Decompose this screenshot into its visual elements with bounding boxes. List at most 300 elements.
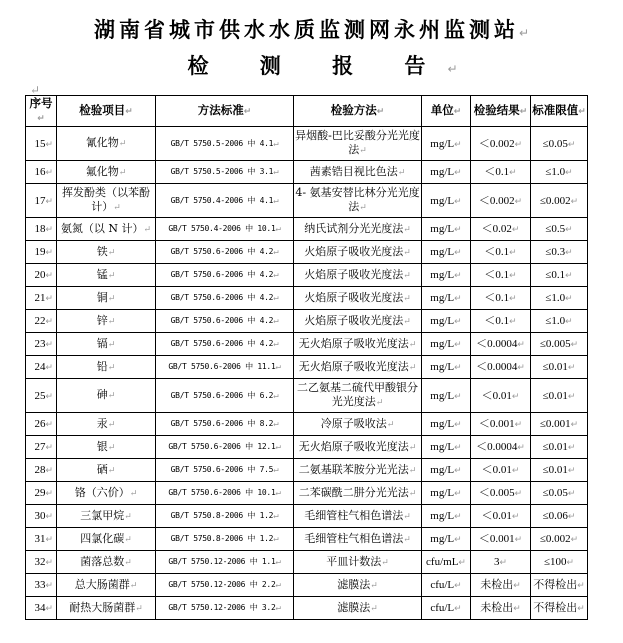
- paragraph-mark-icon: ↵: [403, 293, 411, 304]
- cell-text: GB/T 5750.4-2006 中 10.1: [168, 224, 276, 233]
- paragraph-mark-icon: ↵: [577, 603, 585, 613]
- paragraph-mark-icon: ↵: [273, 138, 279, 149]
- table-cell-result: [471, 287, 531, 310]
- table-cell-no: [26, 551, 57, 574]
- table-cell-method: [294, 505, 422, 528]
- table-cell-no: [26, 356, 57, 379]
- cell-text: ＜0.0004: [476, 361, 518, 373]
- cell-text: 滤膜法: [337, 600, 371, 614]
- cell-text: GB/T 5750.6-2006 中 11.1: [168, 362, 276, 371]
- paragraph-mark-icon: ↵: [567, 488, 576, 498]
- paragraph-mark-icon: ↵: [273, 419, 279, 429]
- paragraph-mark-icon: ↵: [45, 195, 53, 206]
- cell-text: ≤0.01: [542, 441, 568, 453]
- paragraph-mark-icon: ↵: [408, 339, 417, 350]
- paragraph-mark-icon: ↵: [118, 139, 127, 149]
- table-cell-unit: [422, 413, 471, 436]
- cell-text: ＜0.1: [484, 269, 510, 281]
- paragraph-mark-icon: ↵: [45, 465, 53, 475]
- cell-text: mg/L: [430, 441, 455, 453]
- table-cell-no: [26, 161, 57, 184]
- table-cell-std: [156, 597, 294, 620]
- paragraph-mark-icon: ↵: [45, 138, 53, 149]
- paragraph-mark-icon: ↵: [565, 316, 573, 326]
- paragraph-mark-icon: ↵: [454, 195, 462, 206]
- cell-text: 33: [34, 579, 46, 591]
- table-row: [26, 379, 588, 413]
- paragraph-mark-icon: ↵: [45, 442, 53, 452]
- cell-text: cfu/mL: [426, 556, 459, 568]
- table-cell-unit: [422, 482, 471, 505]
- paragraph-mark-icon: ↵: [113, 203, 121, 213]
- table-cell-std: [156, 528, 294, 551]
- paragraph-mark-icon: ↵: [511, 224, 520, 234]
- paragraph-mark-icon: ↵: [273, 247, 279, 257]
- table-cell-limit: [531, 413, 588, 436]
- paragraph-mark-icon: ↵: [517, 362, 525, 372]
- table-row: [26, 218, 588, 241]
- cell-text: 22: [34, 315, 46, 327]
- table-cell-no: [26, 264, 57, 287]
- cell-text: ≤100: [543, 556, 567, 568]
- paragraph-mark-icon: ↵: [403, 511, 411, 522]
- paragraph-mark-icon: ↵: [124, 557, 132, 568]
- cell-text: GB/T 5750.6-2006 中 4.2: [170, 247, 274, 256]
- table-cell-item: [57, 264, 156, 287]
- cell-text: ≤1.0: [545, 315, 566, 327]
- cell-text: GB/T 5750.6-2006 中 12.1: [168, 442, 276, 451]
- table-cell-item: [57, 574, 156, 597]
- cell-text: ＜0.01: [481, 389, 512, 402]
- paragraph-mark-icon: ↵: [107, 316, 116, 327]
- table-cell-item: [57, 218, 156, 241]
- paragraph-mark-icon: ↵: [517, 339, 525, 349]
- cell-text: 异烟酸-巴比妥酸分光光度法: [295, 129, 420, 156]
- cell-text: ≤0.002: [539, 194, 571, 207]
- cell-text: GB/T 5750.4-2006 中 4.1: [170, 195, 274, 205]
- table-cell-result: [471, 459, 531, 482]
- table-cell-method: [294, 482, 422, 505]
- paragraph-mark-icon: ↵: [143, 224, 152, 235]
- cell-text: ≤0.01: [542, 361, 568, 373]
- table-row: [26, 436, 588, 459]
- table-row: [26, 413, 588, 436]
- paragraph-mark-icon: ↵: [454, 511, 462, 521]
- table-cell-item: [57, 551, 156, 574]
- cell-text: 24: [34, 361, 46, 373]
- table-cell-method: [294, 161, 422, 184]
- cell-text: GB/T 5750.6-2006 中 7.5: [170, 465, 274, 474]
- cell-text: mg/L: [430, 338, 455, 350]
- cell-text: 26: [34, 418, 46, 430]
- table-cell-result: [471, 379, 531, 413]
- table-cell-std: [156, 127, 294, 161]
- table-cell-result: [471, 482, 531, 505]
- table-cell-result: [471, 241, 531, 264]
- paragraph-mark-icon: ↵: [454, 339, 462, 349]
- table-cell-result: [471, 127, 531, 161]
- table-cell-std: [156, 287, 294, 310]
- table-cell-std: [156, 413, 294, 436]
- cell-text: 铁: [96, 244, 108, 258]
- paragraph-mark-icon: ↵: [45, 293, 53, 303]
- table-cell-std: [156, 356, 294, 379]
- cell-text: 二乙氨基二硫代甲酸银分光光度法: [297, 381, 418, 408]
- column-header: 标准限值↵: [531, 96, 588, 127]
- table-cell-method: [294, 287, 422, 310]
- paragraph-mark-icon: ↵: [567, 390, 576, 401]
- table-cell-method: [294, 356, 422, 379]
- cell-text: GB/T 5750.8-2006 中 1.2: [170, 511, 274, 520]
- cell-text: 31: [34, 533, 46, 545]
- cell-text: ≤0.05: [542, 487, 568, 499]
- table-cell-limit: [531, 528, 588, 551]
- table-cell-result: [471, 528, 531, 551]
- paragraph-mark-icon: ↵: [454, 316, 462, 326]
- paragraph-mark-icon: ↵: [273, 316, 279, 326]
- paragraph-mark-icon: ↵: [45, 362, 53, 372]
- table-row: [26, 241, 588, 264]
- cell-text: ＜0.1: [484, 315, 510, 327]
- table-cell-unit: [422, 333, 471, 356]
- cell-text: GB/T 5750.12-2006 中 3.2: [168, 603, 276, 612]
- cell-text: 毛细管柱气相色谱法: [304, 508, 404, 522]
- cell-text: GB/T 5750.6-2006 中 8.2: [170, 419, 274, 428]
- table-cell-method: [294, 597, 422, 620]
- cell-text: ≤1.0: [545, 292, 566, 304]
- table-cell-method: [294, 379, 422, 413]
- cell-text: 硒: [96, 462, 108, 476]
- cell-text: mg/L: [430, 464, 455, 476]
- paragraph-mark-icon: ↵: [408, 442, 417, 453]
- cell-text: 21: [34, 292, 46, 304]
- table-cell-no: [26, 482, 57, 505]
- cell-text: mg/L: [430, 269, 455, 281]
- paragraph-mark-icon: ↵: [397, 167, 406, 178]
- cell-text: ＜0.001: [478, 418, 515, 430]
- table-cell-limit: [531, 574, 588, 597]
- table-row: [26, 505, 588, 528]
- cell-text: 铅: [96, 359, 108, 373]
- table-cell-item: [57, 310, 156, 333]
- table-cell-unit: [422, 184, 471, 218]
- paragraph-mark-icon: ↵: [45, 580, 53, 590]
- table-cell-limit: [531, 505, 588, 528]
- paragraph-mark-icon: ↵: [273, 167, 279, 177]
- table-cell-no: [26, 333, 57, 356]
- cell-text: 23: [34, 338, 46, 350]
- table-cell-method: [294, 528, 422, 551]
- table-cell-unit: [422, 356, 471, 379]
- cell-text: 18: [34, 223, 46, 235]
- paragraph-mark-icon: ↵: [107, 270, 116, 281]
- paragraph-mark-icon: ↵: [454, 580, 462, 590]
- paragraph-mark-icon: ↵: [570, 534, 579, 544]
- table-cell-no: [26, 574, 57, 597]
- cell-text: 不得检出: [533, 579, 578, 591]
- cell-text: GB/T 5750.6-2006 中 10.1: [168, 488, 276, 497]
- cell-text: 总大肠菌群: [74, 577, 130, 591]
- cell-text: 不得检出: [533, 602, 578, 614]
- table-cell-item: [57, 379, 156, 413]
- cell-text: 铜: [96, 290, 108, 304]
- table-cell-method: [294, 184, 422, 218]
- table-cell-unit: [422, 436, 471, 459]
- paragraph-mark-icon: ↵: [454, 603, 462, 613]
- table-cell-no: [26, 287, 57, 310]
- paragraph-mark-icon: ↵: [570, 419, 579, 429]
- paragraph-mark-icon: ↵: [273, 465, 279, 475]
- paragraph-mark-icon: ↵: [45, 488, 53, 498]
- cell-text: ＜0.1: [484, 166, 510, 178]
- paragraph-mark-icon: ↵: [107, 362, 116, 373]
- paragraph-mark-icon: ↵: [135, 603, 143, 614]
- cell-text: 28: [34, 464, 46, 476]
- paragraph-mark-icon: ↵: [454, 442, 462, 452]
- table-cell-limit: [531, 310, 588, 333]
- table-cell-method: [294, 333, 422, 356]
- table-cell-std: [156, 551, 294, 574]
- table-cell-method: [294, 218, 422, 241]
- table-cell-limit: [531, 161, 588, 184]
- cell-text: mg/L: [430, 389, 455, 402]
- cell-text: 平皿计数法: [326, 554, 382, 568]
- cell-text: mg/L: [430, 194, 455, 207]
- table-cell-std: [156, 505, 294, 528]
- cell-text: 火焰原子吸收光度法: [304, 313, 404, 327]
- cell-text: 29: [34, 487, 46, 499]
- table-cell-result: [471, 574, 531, 597]
- cell-text: 30: [34, 510, 46, 522]
- table-header-row: [26, 96, 588, 127]
- paragraph-mark-icon: ↵: [45, 603, 53, 613]
- cell-text: 毛细管柱气相色谱法: [304, 531, 404, 545]
- table-cell-limit: [531, 218, 588, 241]
- table-cell-result: [471, 161, 531, 184]
- cell-text: ＜0.001: [478, 533, 515, 545]
- paragraph-mark-icon: ↵: [45, 247, 53, 257]
- paragraph-mark-icon: ↵: [107, 247, 116, 258]
- table-cell-item: [57, 356, 156, 379]
- paragraph-mark-icon: ↵: [370, 603, 378, 614]
- cell-text: 茜素锆目视比色法: [309, 164, 398, 178]
- cell-text: 银: [96, 439, 108, 453]
- table-cell-std: [156, 482, 294, 505]
- table-cell-limit: [531, 127, 588, 161]
- cell-text: GB/T 5750.5-2006 中 4.1: [170, 138, 274, 148]
- paragraph-mark-icon: ↵: [454, 138, 462, 149]
- paragraph-mark-icon: ↵: [454, 362, 462, 372]
- paragraph-mark-icon: ↵: [273, 195, 279, 206]
- table-cell-std: [156, 241, 294, 264]
- table-cell-limit: [531, 482, 588, 505]
- cell-text: 15: [34, 137, 46, 150]
- cell-text: ≤0.06: [542, 510, 568, 522]
- paragraph-mark-icon: ↵: [514, 419, 523, 429]
- table-cell-method: [294, 551, 422, 574]
- paragraph-mark-icon: ↵: [359, 146, 367, 156]
- cell-text: 火焰原子吸收光度法: [304, 267, 404, 281]
- table-cell-unit: [422, 218, 471, 241]
- table-cell-item: [57, 597, 156, 620]
- cell-text: 无火焰原子吸收光度法: [298, 359, 409, 373]
- table-cell-method: [294, 310, 422, 333]
- table-body: [26, 127, 588, 620]
- table-cell-unit: [422, 597, 471, 620]
- table-cell-limit: [531, 597, 588, 620]
- table-row: [26, 310, 588, 333]
- cell-text: 未检出: [480, 579, 514, 591]
- cell-text: GB/T 5750.6-2006 中 6.2: [170, 390, 274, 400]
- table-cell-std: [156, 436, 294, 459]
- paragraph-mark-icon: ↵: [454, 419, 462, 429]
- table-cell-no: [26, 379, 57, 413]
- table-cell-item: [57, 436, 156, 459]
- paragraph-mark-icon: ↵: [45, 270, 53, 280]
- table-row: [26, 333, 588, 356]
- paragraph-mark-icon: ↵: [570, 195, 579, 206]
- cell-text: ＜0.005: [478, 487, 515, 499]
- paragraph-mark-icon: ↵: [273, 534, 279, 544]
- table-cell-item: [57, 241, 156, 264]
- paragraph-mark-icon: ↵: [511, 511, 520, 521]
- cell-text: mg/L: [430, 223, 455, 235]
- table-cell-unit: [422, 379, 471, 413]
- cell-text: 无火焰原子吸收光度法: [298, 336, 409, 350]
- table-cell-limit: [531, 241, 588, 264]
- paragraph-mark-icon: ↵: [129, 580, 138, 591]
- paragraph-mark-icon: ↵: [454, 390, 462, 401]
- paragraph-mark-icon: ↵: [570, 339, 579, 349]
- table-cell-no: [26, 528, 57, 551]
- paragraph-mark-icon: ↵: [275, 580, 281, 590]
- table-cell-std: [156, 379, 294, 413]
- cell-text: GB/T 5750.5-2006 中 3.1: [170, 167, 274, 176]
- table-cell-no: [26, 597, 57, 620]
- paragraph-mark-icon: ↵: [273, 511, 279, 521]
- table-row: [26, 574, 588, 597]
- table-cell-limit: [531, 379, 588, 413]
- paragraph-mark-icon: ↵: [509, 293, 517, 303]
- cell-text: 镉: [96, 336, 108, 350]
- cell-text: ≤0.002: [539, 533, 571, 545]
- paragraph-mark-icon: ↵: [403, 534, 411, 545]
- table-row: [26, 264, 588, 287]
- paragraph-mark-icon: ↵: [514, 138, 523, 149]
- cell-text: 氟化物: [85, 164, 119, 178]
- cell-text: 汞: [96, 416, 108, 430]
- paragraph-mark-icon: ↵: [107, 391, 116, 401]
- paragraph-mark-icon: ↵: [499, 557, 508, 567]
- paragraph-mark-icon: ↵: [273, 390, 279, 401]
- table-cell-result: [471, 597, 531, 620]
- paragraph-mark-icon: ↵: [567, 138, 576, 149]
- cell-text: 无火焰原子吸收光度法: [298, 439, 409, 453]
- cell-text: 耐热大肠菌群: [69, 600, 136, 614]
- cell-text: ≤0.5: [545, 223, 566, 235]
- cell-text: 未检出: [480, 602, 514, 614]
- paragraph-mark-icon: ↵: [511, 465, 520, 475]
- cell-text: 锌: [96, 313, 108, 327]
- table-row: [26, 551, 588, 574]
- paragraph-mark-icon: ↵: [514, 195, 523, 206]
- table-row: [26, 287, 588, 310]
- paragraph-mark-icon: ↵: [403, 247, 411, 258]
- paragraph-mark-icon: ↵: [403, 224, 411, 235]
- paragraph-mark-icon: ↵: [513, 603, 521, 613]
- cell-text: 砷: [96, 388, 108, 401]
- cell-text: mg/L: [430, 315, 455, 327]
- table-cell-item: [57, 505, 156, 528]
- cell-text: mg/L: [430, 137, 455, 150]
- cell-text: 四氯化碳: [80, 531, 125, 545]
- table-cell-item: [57, 482, 156, 505]
- paragraph-mark-icon: ↵: [513, 580, 521, 590]
- cell-text: 纳氏试剂分光光度法: [304, 221, 404, 235]
- cell-text: ≤0.3: [545, 246, 566, 258]
- paragraph-mark-icon: ↵: [565, 247, 573, 257]
- table-cell-result: [471, 413, 531, 436]
- paragraph-mark-icon: ↵: [403, 316, 411, 327]
- table-cell-no: [26, 436, 57, 459]
- cell-text: mg/L: [430, 510, 455, 522]
- cell-text: 滤膜法: [337, 577, 371, 591]
- table-cell-std: [156, 333, 294, 356]
- paragraph-mark-icon: ↵: [577, 580, 585, 590]
- paragraph-mark-icon: ↵: [454, 465, 462, 475]
- paragraph-mark-icon: ↵: [273, 339, 279, 349]
- table-row: [26, 597, 588, 620]
- paragraph-mark-icon: ↵: [273, 293, 279, 303]
- paragraph-mark-icon: ↵: [30, 83, 41, 97]
- cell-text: 二氨基联苯胺分光光法: [298, 462, 409, 476]
- table-cell-method: [294, 413, 422, 436]
- column-header: 检验方法↵: [294, 96, 422, 127]
- paragraph-mark-icon: ↵: [565, 167, 573, 177]
- paragraph-mark-icon: ↵: [45, 390, 53, 401]
- table-row: [26, 459, 588, 482]
- table-cell-limit: [531, 551, 588, 574]
- table-cell-no: [26, 413, 57, 436]
- cell-text: 17: [34, 194, 46, 207]
- table-cell-result: [471, 436, 531, 459]
- cell-text: ≤1.0: [545, 166, 566, 178]
- table-cell-no: [26, 241, 57, 264]
- paragraph-mark-icon: ↵: [124, 511, 132, 522]
- cell-text: 火焰原子吸收光度法: [304, 290, 404, 304]
- paragraph-mark-icon: ↵: [107, 419, 116, 430]
- cell-text: 氨氮（以 N 计）: [60, 221, 144, 235]
- paragraph-mark-icon: ↵: [275, 224, 281, 234]
- table-cell-item: [57, 413, 156, 436]
- table-cell-method: [294, 574, 422, 597]
- paragraph-mark-icon: ↵: [454, 293, 462, 303]
- paragraph-mark-icon: ↵: [509, 167, 517, 177]
- cell-text: ＜0.0004: [476, 338, 518, 350]
- table-cell-no: [26, 459, 57, 482]
- paragraph-mark-icon: ↵: [454, 534, 462, 544]
- report-title: 湖南省城市供水水质监测网永州监测站↵: [93, 18, 530, 42]
- cell-text: mg/L: [430, 292, 455, 304]
- table-cell-unit: [422, 264, 471, 287]
- table-cell-limit: [531, 436, 588, 459]
- cell-text: ＜0.1: [484, 292, 510, 304]
- paragraph-mark-icon: ↵: [514, 534, 523, 544]
- table-cell-method: [294, 459, 422, 482]
- table-cell-result: [471, 333, 531, 356]
- paragraph-mark-icon: ↵: [45, 534, 53, 544]
- table-cell-std: [156, 218, 294, 241]
